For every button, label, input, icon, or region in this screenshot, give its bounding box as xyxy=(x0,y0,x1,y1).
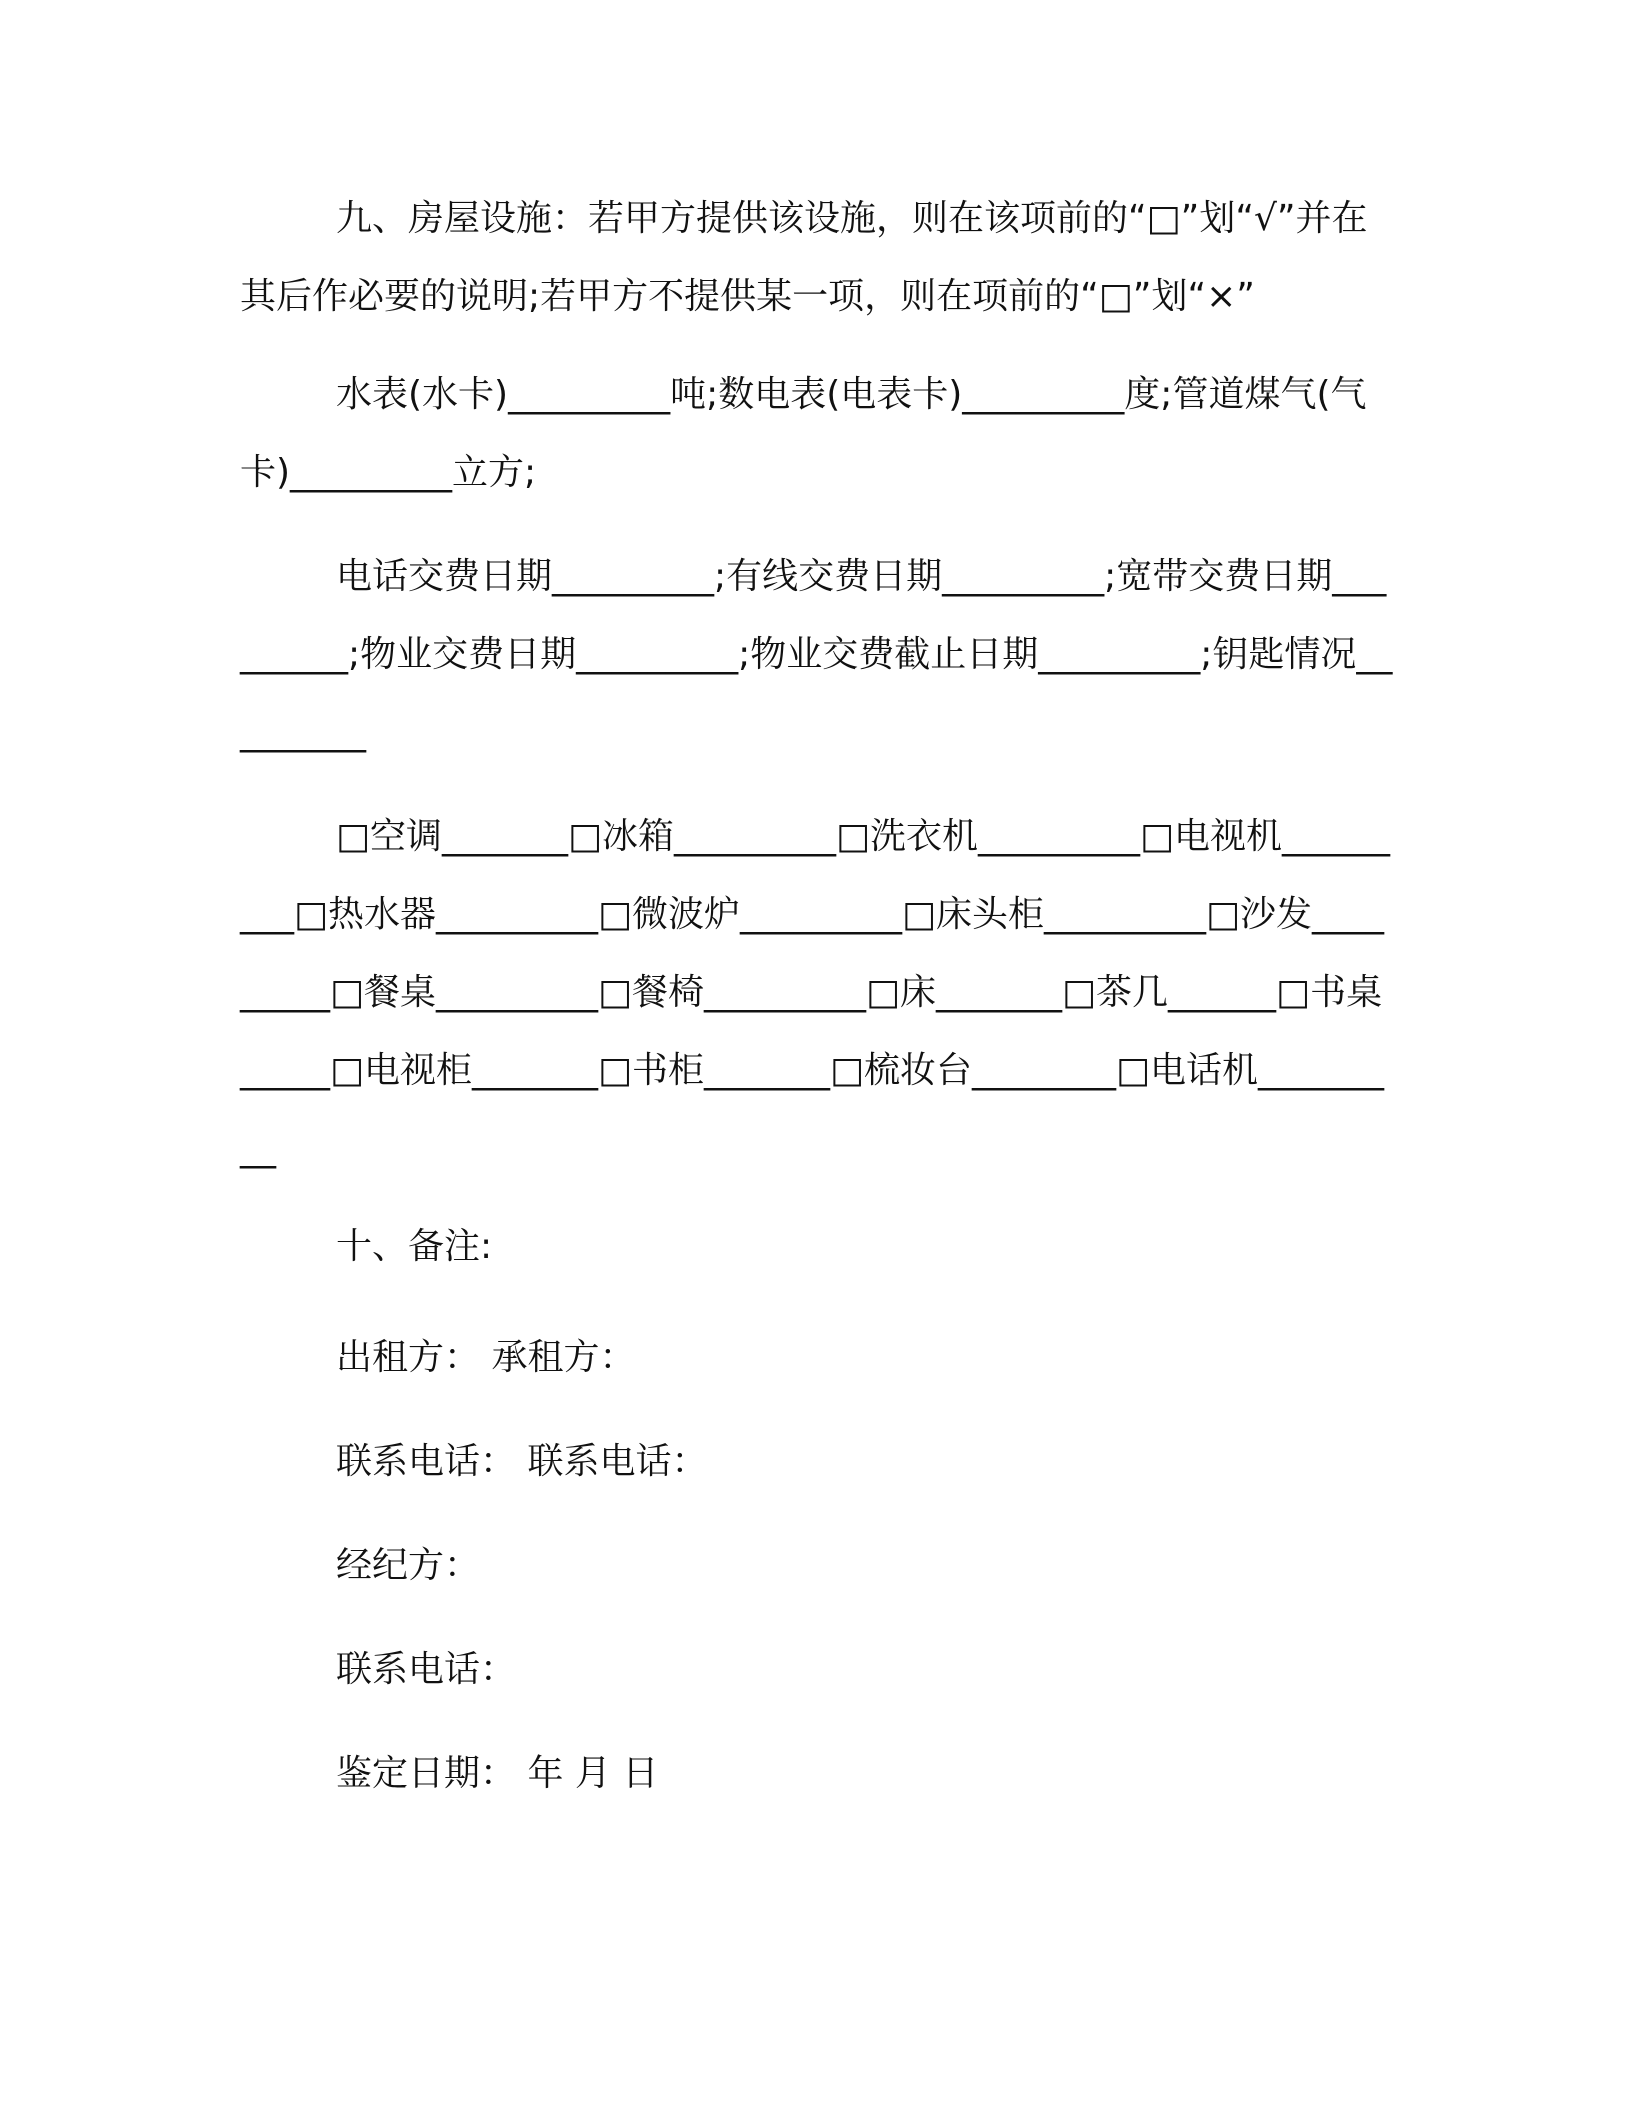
lessor-tenant-line: 出租方： 承租方： xyxy=(336,1337,636,1378)
section-10-title: 十、备注: xyxy=(336,1226,493,1267)
fees-paragraph: 电话交费日期_________;有线交费日期_________;宽带交费日期_________;物业交费日期_________;物业交费截止日期_________;钥匙情况_________ xyxy=(240,556,1393,753)
meters-paragraph: 水表(水卡)_________吨;数电表(电表卡)_________度;管道煤气(气卡)_________立方; xyxy=(240,374,1367,493)
contact-phone-line-1: 联系电话： 联系电话： xyxy=(336,1441,708,1482)
section-9-paragraph: 九、房屋设施：若甲方提供该设施，则在该项前的“□”划“√”并在其后作必要的说明;若甲方不提供某一项，则在项前的“□”划“×” xyxy=(240,198,1368,317)
document-page xyxy=(240,180,1400,1826)
agent-line: 经纪方： xyxy=(336,1545,481,1586)
appliances-paragraph: □空调_______□冰箱_________□洗衣机_________□电视机_________□热水器_________□微波炉_________□床头柜_________□沙发_________□餐桌_________□餐椅_________□床_______□茶几______□书桌_____□电视柜_______□书柜_______□梳妆台________□电话机_________ xyxy=(240,816,1391,1169)
appraisal-date-line: 鉴定日期： 年 月 日 xyxy=(336,1753,659,1794)
contact-phone-line-2: 联系电话： xyxy=(336,1649,517,1690)
